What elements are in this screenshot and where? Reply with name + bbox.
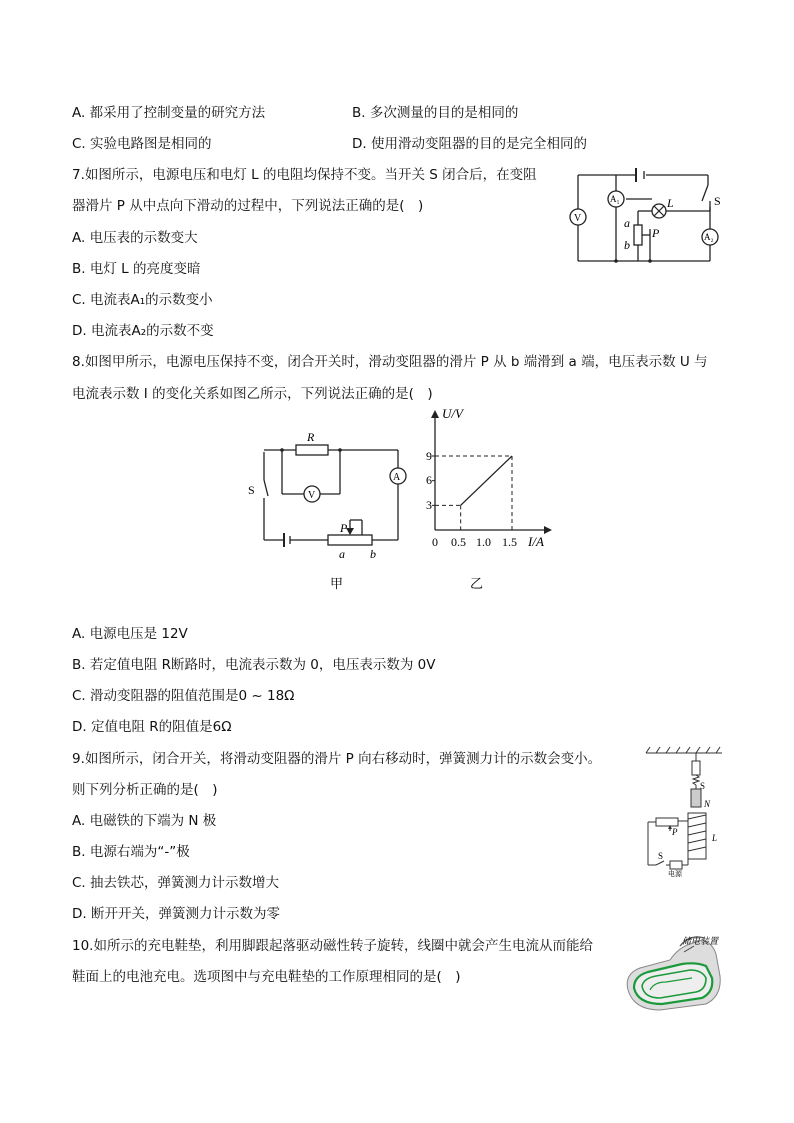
q9-stem-line-1: 9.如图所示，闭合开关，将滑动变阻器的滑片 P 向右移动时，弹簧测力计的示数会变小。 (72, 751, 602, 767)
q9-coil-label: L (712, 833, 718, 843)
q7-option-c: C. 电流表A₁的示数变小 (72, 292, 213, 308)
q8-option-a: A. 电源电压是 12V (72, 626, 188, 642)
q8-circuit-figure (240, 420, 410, 595)
x-tick-0-5: 0.5 (451, 535, 466, 549)
q7-end-b-label: b (624, 238, 630, 252)
q8-circuit-caption: 甲 (330, 576, 344, 591)
q7-end-a-label: a (624, 216, 630, 230)
series-line (461, 456, 512, 505)
q7-option-b: B. 电灯 L 的亮度变暗 (72, 261, 201, 277)
y-axis-arrow (431, 410, 439, 418)
q7-stem-line-1: 7.如图所示，电源电压和电灯 L 的电阻均保持不变。当开关 S 闭合后，在变阻 (72, 167, 537, 183)
q10-device-label: 储电装置 (682, 936, 719, 946)
q6-option-c: C. 实验电路图是相同的 (72, 136, 212, 152)
q7-ammeter2-label: A₂ (704, 232, 714, 242)
q8-voltmeter-label: V (308, 490, 316, 501)
q8-end-b-label: b (370, 547, 376, 561)
y-tick-9: 9 (426, 449, 432, 463)
q9-option-c: C. 抽去铁芯，弹簧测力计示数增大 (72, 875, 280, 891)
q9-source-label: 电源 (668, 870, 682, 877)
q10-charging-insole-figure (620, 930, 726, 1018)
y-tick-6: 6 (426, 473, 432, 487)
q8-slider-label: P (340, 521, 348, 535)
q6-option-b: B. 多次测量的目的是相同的 (352, 105, 519, 121)
x-tick-0: 0 (432, 535, 438, 549)
q7-option-a: A. 电压表的示数变大 (72, 230, 198, 246)
q8-stem-line-1: 8.如图甲所示，电源电压保持不变，闭合开关时，滑动变阻器的滑片 P 从 b 端滑到 a 端，电压表示数 U 与 (72, 354, 708, 370)
q8-option-d: D. 定值电阻 R的阻值是6Ω (72, 719, 232, 735)
y-axis-label: U/V (442, 406, 463, 421)
q9-electromagnet-figure (642, 745, 726, 877)
q7-circuit-figure (566, 165, 726, 265)
q7-lamp-label: L (667, 196, 674, 210)
q8-ui-graph (418, 404, 558, 594)
q10-stem-line-1: 10.如所示的充电鞋垫，利用脚跟起落驱动磁性转子旋转，线圈中就会产生电流从而能给 (72, 938, 593, 954)
q7-slider-label: P (652, 226, 660, 240)
q8-stem-line-2: 电流表示数 I 的变化关系如图乙所示，下列说法正确的是( ) (72, 386, 433, 402)
q9-option-d: D. 断开开关，弹簧测力计示数为零 (72, 906, 280, 922)
q6-option-d: D. 使用滑动变阻器的目的是完全相同的 (352, 136, 587, 152)
y-tick-3: 3 (426, 498, 432, 512)
q10-stem-line-2: 鞋面上的电池充电。选项图中与充电鞋垫的工作原理相同的是( ) (72, 969, 461, 985)
q8-ammeter-label: A (393, 472, 401, 483)
q7-stem-line-2: 器滑片 P 从中点向下滑动的过程中，下列说法正确的是( ) (72, 198, 424, 214)
q8-resistor-label: R (307, 430, 315, 444)
q8-option-b: B. 若定值电阻 R断路时，电流表示数为 0，电压表示数为 0V (72, 657, 436, 673)
q9-option-a: A. 电磁铁的下端为 N 极 (72, 813, 217, 829)
x-axis-label: I/A (528, 534, 544, 549)
q9-magnet-s-label: S (700, 781, 706, 791)
q9-option-b: B. 电源右端为“-”极 (72, 844, 190, 860)
q9-stem-line-2: 则下列分析正确的是( ) (72, 782, 218, 798)
x-axis-arrow (544, 526, 552, 534)
q7-ammeter1-label: A₁ (610, 194, 620, 204)
q7-switch-label: S (714, 194, 721, 208)
q8-graph-caption: 乙 (470, 576, 484, 591)
q9-slider-label: P (672, 827, 678, 837)
q8-option-c: C. 滑动变阻器的阻值范围是0 ~ 18Ω (72, 688, 295, 704)
q8-switch-label: S (248, 483, 255, 497)
q7-voltmeter-label: V (574, 213, 582, 224)
q9-magnet-n-label: N (704, 799, 711, 809)
x-tick-1-0: 1.0 (476, 535, 491, 549)
q7-option-d: D. 电流表A₂的示数不变 (72, 323, 214, 339)
q9-switch-label: S (658, 851, 664, 861)
q8-end-a-label: a (339, 547, 345, 561)
q6-option-a: A. 都采用了控制变量的研究方法 (72, 105, 266, 121)
x-tick-1-5: 1.5 (502, 535, 517, 549)
